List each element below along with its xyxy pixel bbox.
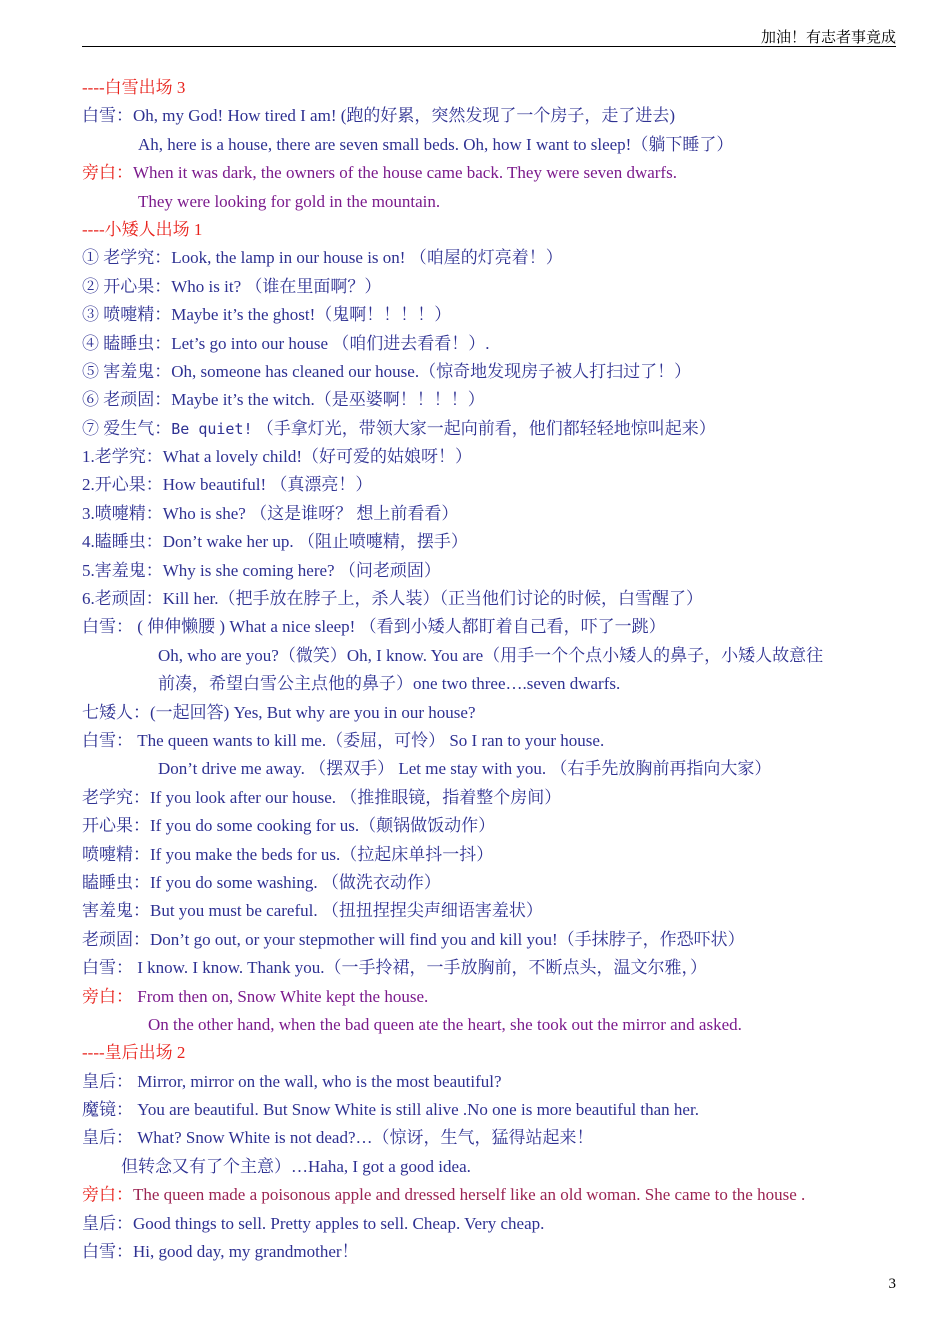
dialogue-line: ① 老学究：Look, the lamp in our house is on! （咱屋的灯亮着！） bbox=[82, 248, 563, 268]
dialogue-line: 开心果：If you do some cooking for us.（颠锅做饭动作） bbox=[82, 816, 496, 836]
script-body bbox=[82, 74, 912, 1266]
page-header bbox=[82, 20, 896, 47]
scene-heading: ----白雪出场 3 bbox=[82, 78, 186, 97]
scene-heading: ----皇后出场 2 bbox=[82, 1043, 186, 1063]
dialogue-line: 3.喷嚏精：Who is she? （这是谁呀？ 想上前看看） bbox=[82, 503, 459, 523]
dialogue-line: 皇后： What? Snow White is not dead?…（惊讶，生气，猛得站起来！ bbox=[82, 1128, 594, 1148]
speaker: 旁白： bbox=[82, 986, 133, 1006]
dialogue-line: 七矮人：(一起回答) Yes, But why are you in our house? bbox=[82, 702, 476, 722]
dialogue-text: Oh, my God! How tired I am! (跑的好累，突然发现了一个房子，走了进去) bbox=[133, 106, 676, 126]
dialogue-line: ⑥ 老顽固：Maybe it’s the witch.（是巫婆啊！！！！） bbox=[82, 390, 485, 410]
dialogue-line: 白雪： I know. I know. Thank you.（一手拎裙，一手放胸前，不断点头，温文尔雅，） bbox=[82, 958, 708, 978]
speaker: ⑦ 爱生气： bbox=[82, 418, 172, 438]
dialogue-line: 老学究：If you look after our house. （推推眼镜，指着整个房间） bbox=[82, 787, 562, 807]
page-number: 3 bbox=[888, 1276, 896, 1292]
dialogue-continuation: Don’t drive me away. （摆双手） Let me stay with you. （右手先放胸前再指向大家） bbox=[158, 759, 772, 779]
dialogue-line: 魔镜： You are beautiful. But Snow White is still alive .No one is more beautiful than her. bbox=[82, 1100, 699, 1120]
narration-text: When it was dark, the owners of the house came back. They were seven dwarfs. bbox=[133, 163, 677, 183]
dialogue-line: ③ 喷嚏精：Maybe it’s the ghost!（鬼啊！！！！） bbox=[82, 305, 452, 325]
dialogue-line: 5.害羞鬼：Why is she coming here? （问老顽固） bbox=[82, 560, 441, 580]
dialogue-line: 害羞鬼：But you must be careful. （扭扭捏捏尖声细语害羞状） bbox=[82, 901, 543, 921]
narration-text: From then on, Snow White kept the house. bbox=[133, 986, 429, 1006]
dialogue-line: 白雪：Hi, good day, my grandmother！ bbox=[82, 1242, 359, 1262]
dialogue-line: 白雪： The queen wants to kill me.（委屈，可怜） So I ran to your house. bbox=[82, 730, 605, 750]
dialogue-line: 6.老顽固：Kill her.（把手放在脖子上，杀人装）（正当他们讨论的时候，白雪醒了） bbox=[82, 589, 703, 609]
narration-line bbox=[82, 1181, 912, 1209]
dialogue-line: 喷嚏精：If you make the beds for us.（拉起床单抖一抖） bbox=[82, 844, 494, 864]
dialogue-line: 1.老学究：What a lovely child!（好可爱的姑娘呀！） bbox=[82, 447, 473, 467]
narration-text: The queen made a poisonous apple and dressed herself like an old woman. She came to the house . bbox=[133, 1185, 806, 1205]
dialogue-continuation: Oh, who are you?（微笑）Oh, I know. You are（用手一个个点小矮人的鼻子，小矮人故意往 bbox=[158, 645, 824, 665]
dialogue-line: ④ 瞌睡虫：Let’s go into our house （咱们进去看看！）. bbox=[82, 333, 490, 353]
dialogue-line bbox=[82, 415, 912, 443]
dialogue-line: 皇后： Mirror, mirror on the wall, who is the most beautiful? bbox=[82, 1071, 502, 1091]
stage-direction: （手拿灯光，带领大家一起向前看，他们都轻轻地惊叫起来） bbox=[252, 418, 716, 438]
dialogue-line: 瞌睡虫：If you do some washing. （做洗衣动作） bbox=[82, 872, 441, 892]
narration-continuation: They were looking for gold in the mountain. bbox=[138, 191, 441, 211]
scene-heading: ----小矮人出场 1 bbox=[82, 219, 203, 239]
speaker: 旁白： bbox=[82, 1185, 133, 1205]
narration-line bbox=[82, 159, 912, 187]
speaker: 旁白： bbox=[82, 163, 133, 183]
dialogue-line: 皇后：Good things to sell. Pretty apples to sell. Cheap. Very cheap. bbox=[82, 1213, 545, 1233]
dialogue-line: 老顽固：Don’t go out, or your stepmother will find you and kill you!（手抹脖子，作恐吓状） bbox=[82, 929, 745, 949]
dialogue-line bbox=[82, 102, 912, 130]
narration-continuation: On the other hand, when the bad queen ate the heart, she took out the mirror and asked. bbox=[148, 1014, 742, 1034]
dialogue-line: 4.瞌睡虫：Don’t wake her up. （阻止喷嚏精，摆手） bbox=[82, 532, 468, 552]
dialogue-continuation: Ah, here is a house, there are seven small beds. Oh, how I want to sleep!（躺下睡了） bbox=[138, 134, 734, 154]
narration-line bbox=[82, 983, 912, 1011]
dialogue-line: 2.开心果：How beautiful! （真漂亮！） bbox=[82, 475, 373, 495]
dialogue-line: 白雪： ( 伸伸懒腰 ) What a nice sleep! （看到小矮人都盯着自己看，吓了一跳） bbox=[82, 617, 666, 637]
speaker: 白雪： bbox=[82, 106, 133, 126]
dialogue-line: ⑤ 害羞鬼：Oh, someone has cleaned our house.（惊奇地发现房子被人打扫过了！） bbox=[82, 361, 692, 381]
dialogue-continuation: 前凑，希望白雪公主点他的鼻子）one two three….seven dwarfs. bbox=[158, 674, 621, 694]
dialogue-text: Be quiet! bbox=[171, 419, 253, 438]
header-text: 加油！有志者事竟成 bbox=[760, 30, 896, 46]
dialogue-line: ② 开心果：Who is it? （谁在里面啊？） bbox=[82, 276, 382, 296]
dialogue-continuation: 但转念又有了个主意）…Haha, I got a good idea. bbox=[121, 1156, 471, 1176]
